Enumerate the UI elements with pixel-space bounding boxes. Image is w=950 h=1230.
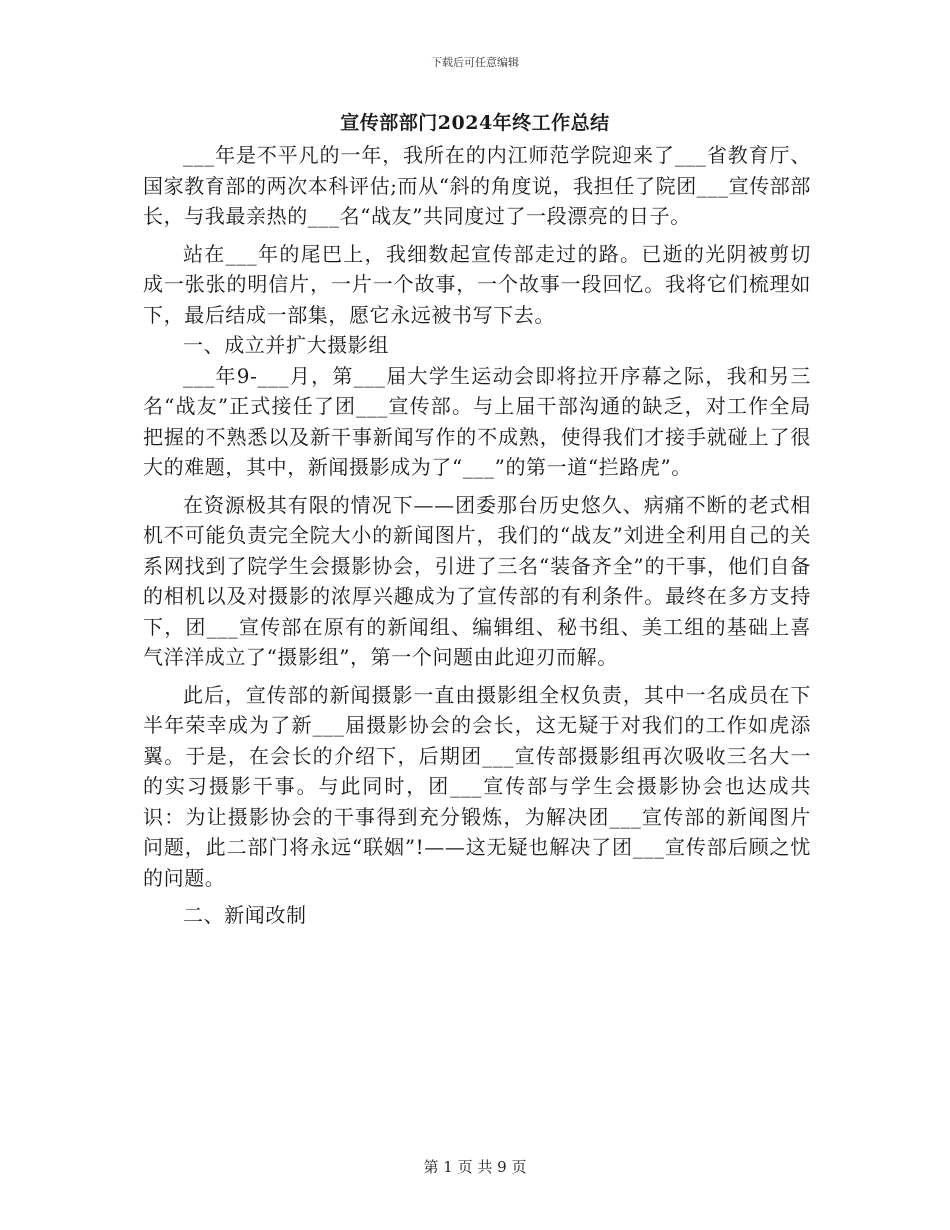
section-heading-1: 一、成立并扩大摄影组 — [183, 333, 389, 357]
section-heading-2: 二、新闻改制 — [183, 903, 307, 927]
paragraph-review: 站在___年的尾巴上，我细数起宣传部走过的路。已逝的光阴被剪切成一张张的明信片，一片一个故事，一个故事一段回忆。我将它们梳理如下，最后结成一部集，愿它永远被书写下去。 — [143, 241, 811, 327]
paragraph-section1-a: ___年9-___月，第___届大学生运动会即将拉开序幕之际，我和另三名“战友”正式接任了团___宣传部。与上届干部沟通的缺乏，对工作全局把握的不熟悉以及新干事新闻写作的不成熟，使得我们才接手就碰上了很大的难题，其中，新闻摄影成为了“___”的第一道“拦路虎”。 — [143, 363, 811, 479]
paragraph-intro: ___年是不平凡的一年，我所在的内江师范学院迎来了___省教育厅、国家教育部的两次本科评估;而从“斜的角度说，我担任了院团___宣传部部长，与我最亲热的___名“战友”共同度过了一段漂亮的日子。 — [143, 143, 811, 228]
page-number-indicator: 第 1 页 共 9 页 — [423, 1158, 527, 1176]
page-header-note: 下载后可任意编辑 — [431, 56, 519, 69]
paragraph-section1-b: 在资源极其有限的情况下——团委那台历史悠久、病痛不断的老式相机不可能负责完全院大小的新闻图片，我们的“战友”刘进全利用自己的关系网找到了院学生会摄影协会，引进了三名“装备齐全”的干事，他们自备的相机以及对摄影的浓厚兴趣成为了宣传部的有利条件。最终在多方支持下，团___宣传部在原有的新闻组、编辑组、秘书组、美工组的基础上喜气洋洋成立了“摄影组”，第一个问题由此迎刃而解。 — [143, 492, 811, 669]
document-body — [143, 140, 811, 931]
paragraph-section1-c: 此后，宣传部的新闻摄影一直由摄影组全权负责，其中一名成员在下半年荣幸成为了新___届摄影协会的会长，这无疑于对我们的工作如虎添翼。于是，在会长的介绍下，后期团___宣传部摄影组再次吸收三名大一的实习摄影干事。与此同时，团___宣传部与学生会摄影协会也达成共识：为让摄影协会的干事得到充分锻炼，为解决团___宣传部的新闻图片问题，此二部门将永远“联姻”!——这无疑也解决了团___宣传部后顾之忧的问题。 — [143, 682, 811, 890]
document-title: 宣传部部门2024年终工作总结 — [340, 112, 610, 134]
